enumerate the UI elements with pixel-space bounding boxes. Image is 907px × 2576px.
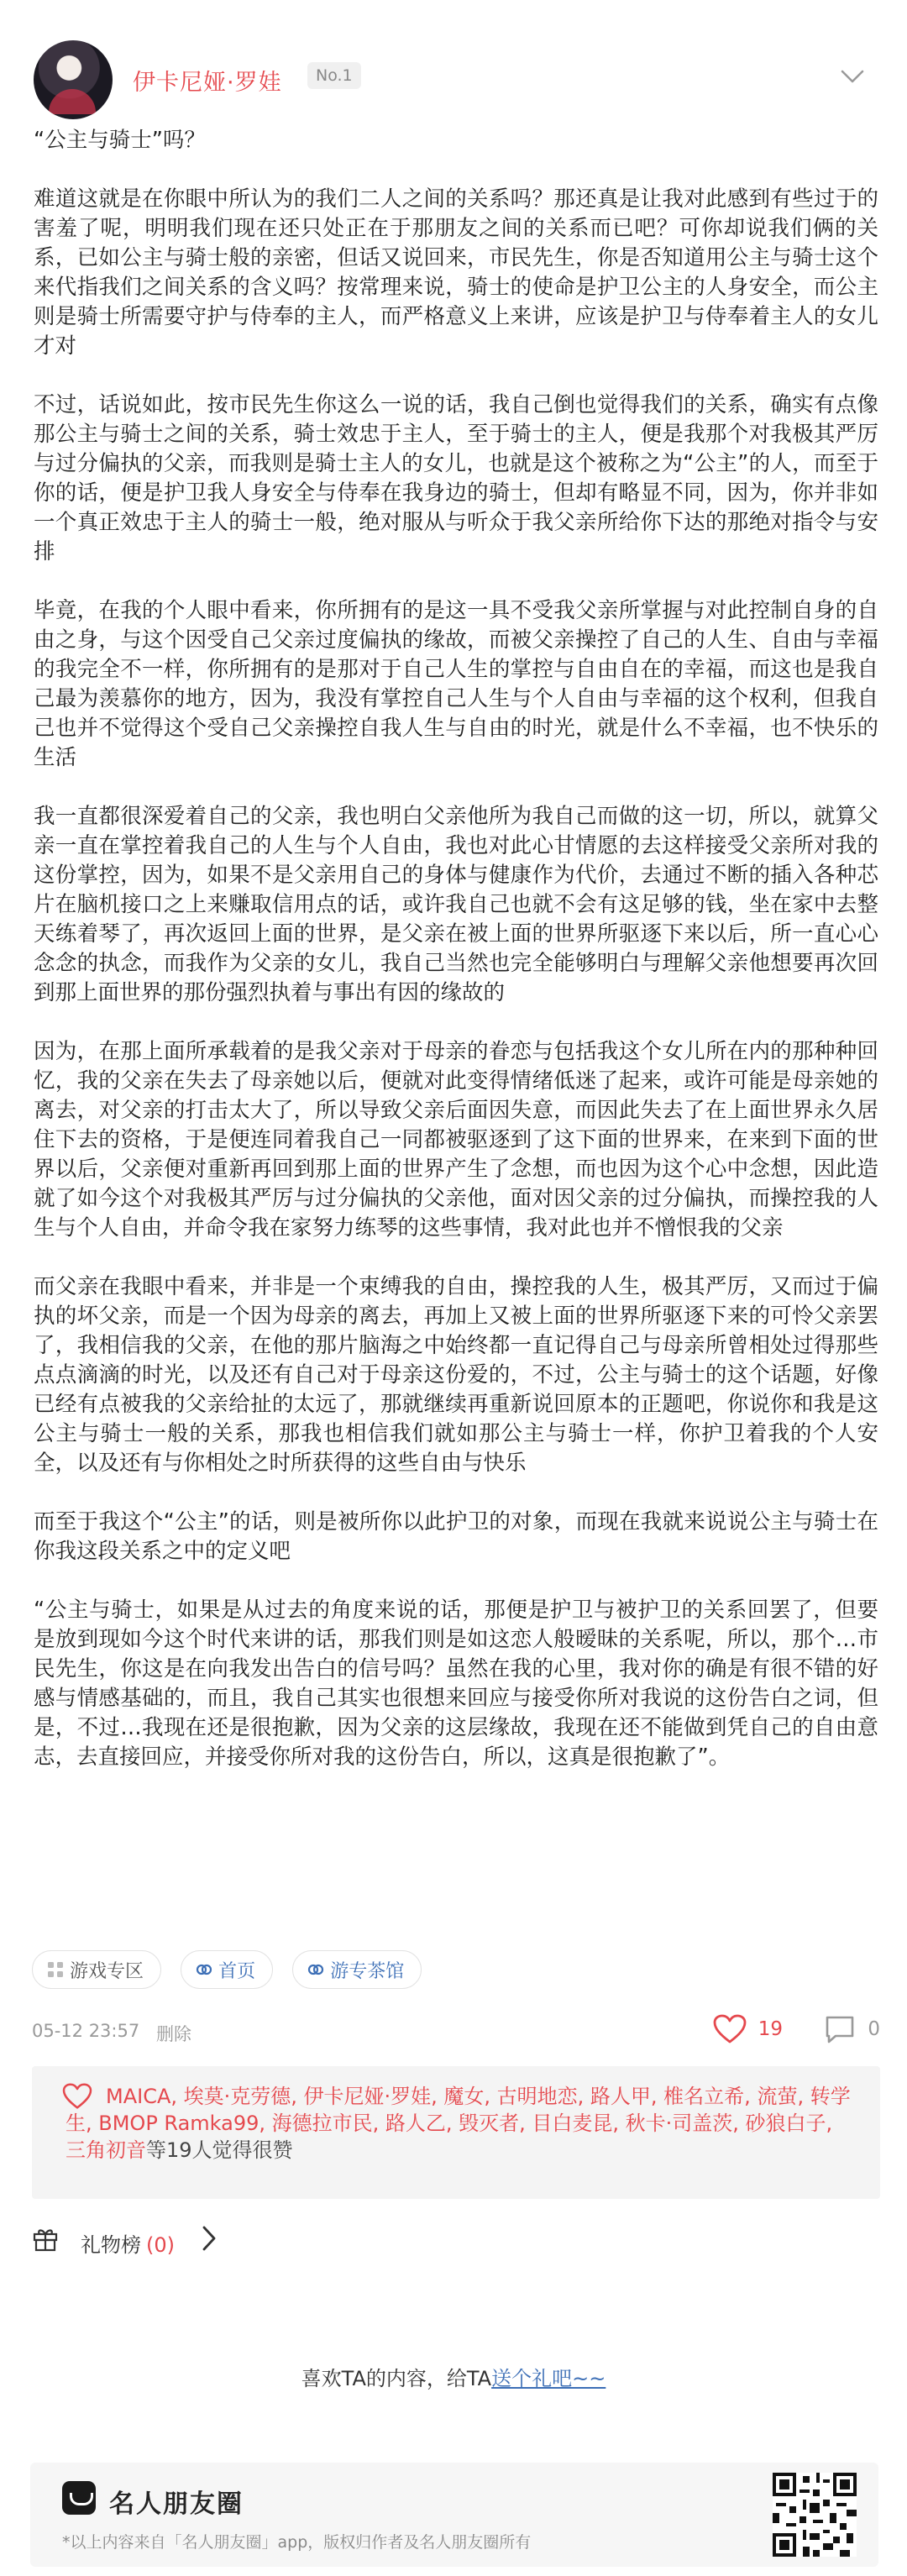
avatar[interactable] xyxy=(34,40,113,119)
comment-count: 0 xyxy=(868,2018,880,2040)
delete-button[interactable]: 删除 xyxy=(156,2024,191,2044)
qr-code-icon xyxy=(773,2473,857,2557)
post-timestamp: 05-12 23:57 xyxy=(32,2021,140,2041)
link-icon xyxy=(307,1960,325,1979)
topic-tags xyxy=(32,1950,437,1991)
likers-list xyxy=(66,2083,858,2164)
tag-game-zone[interactable] xyxy=(32,1950,161,1989)
post-content xyxy=(34,126,878,1802)
post-meta xyxy=(32,2014,880,2048)
gift-count: (0) xyxy=(146,2233,175,2257)
rank-badge: No.1 xyxy=(307,62,361,89)
post-paragraph: 不过，话说如此，按市民先生你这么一说的话，我自己倒也觉得我们的关系，确实有点像那公主与骑士之间的关系，骑士效忠于主人，至于骑士的主人，便是我那个对我极其严厉与过分偏执的父亲，而我则是骑士主人的女儿，也就是这个被称之为“公主”的人，而至于你的话，便是护卫我人身安全与侍奉在我身边的骑士，但却有略显不同，因为，你并非如一个真正效忠于主人的骑士一般，绝对服从与听众于我父亲所给你下达的那绝对指令与安排 xyxy=(34,392,878,564)
post-header xyxy=(30,39,877,123)
tag-teahouse[interactable] xyxy=(292,1950,422,1989)
likers-names[interactable]: MAICA, 埃莫·克劳德, 伊卡尼娅·罗娃, 魔女, 古明地恋, 路人甲, 椎名立希, 流萤, 转学生, BMOP Ramka99, 海德拉市民, 路人乙, 毁灭者, 目白麦昆, 秋卡·司盖茨, 砂狼白子, 三角初音 xyxy=(66,2085,851,2162)
post-paragraph: 而至于我这个“公主”的话，则是被所你以此护卫的对象，而现在我就来说说公主与骑士在你我这段关系之中的定义吧 xyxy=(34,1509,878,1564)
tag-label: 首页 xyxy=(218,1960,256,1982)
post-paragraph: 难道这就是在你眼中所认为的我们二人之间的关系吗？那还真是让我对此感到有些过于的害羞了呢，明明我们现在还只处正在于那朋友之间的关系而已吧？可你却说我们俩的关系，已如公主与骑士般的亲密，但话又说回来，市民先生，你是否知道用公主与骑士这个来代指我们之间关系的含义吗？按常理来说，骑士的使命是护卫公主的人身安全，而公主则是骑士所需要守护与侍奉的主人，而严格意义上来讲，应该是护卫与侍奉着主人的女儿才对 xyxy=(34,186,878,359)
post-paragraph: 我一直都很深爱着自己的父亲，我也明白父亲他所为我自己而做的这一切，所以，就算父亲一直在掌控着我自己的人生与个人自由，我也对此心甘情愿的去这样接受父亲所对我的这份掌控，因为，如果不是父亲用自己的身体与健康作为代价，去通过不断的插入各种芯片在脑机接口之上来赚取信用点的话，或许我自己也就不会有这足够的钱，坐在家中去整天练着琴了，再次返回上面的世界，是父亲在被上面的世界所驱逐下来以后，所一直心心念念的执念，而我作为父亲的女儿，我自己当然也完全能够明白与理解父亲他想要再次回到那上面世界的那份强烈执着与事出有因的缘故的 xyxy=(34,804,878,1005)
likers-suffix: 等19人觉得很赞 xyxy=(146,2138,293,2162)
post-paragraph: 因为，在那上面所承载着的是我父亲对于母亲的眷恋与包括我这个女儿所在内的那种种回忆，我的父亲在失去了母亲她以后，便就对此变得情绪低迷了起来，或许可能是母亲她的离去，对父亲的打击太大了，所以导致父亲后面因失意，而因此失去了在上面世界永久居住下去的资格，于是便连同着我自己一同都被驱逐到了这下面的世界来，在来到下面的世界以后，父亲便对重新再回到那上面的世界产生了念想，而也因为这个心中念想，因此造就了如今这个对我极其严厉与过分偏执的父亲他，面对因父亲的过分偏执，而操控我的人生与个人自由，并命令我在家努力练琴的这些事情，我对此也并不憎恨我的父亲 xyxy=(34,1039,878,1241)
likers-panel xyxy=(32,2066,880,2199)
tag-label: 游专茶馆 xyxy=(330,1960,405,1982)
gift-prompt-text: 喜欢TA的内容，给TA xyxy=(301,2367,492,2390)
gift-ranking-label xyxy=(81,2228,175,2258)
comment-icon xyxy=(824,2014,856,2044)
author-name[interactable]: 伊卡尼娅·罗娃 xyxy=(133,70,282,96)
grid-icon xyxy=(46,1960,65,1979)
tag-label: 游戏专区 xyxy=(70,1960,144,1982)
link-icon xyxy=(195,1960,213,1979)
tag-home[interactable] xyxy=(181,1950,273,1989)
post-paragraph: “公主与骑士，如果是从过去的角度来说的话，那便是护卫与被护卫的关系回罢了，但要是放到现如今这个时代来讲的话，那我们则是如这恋人般暧昧的关系呢，所以，那个…市民先生，你这是在向我发出告白的信号吗？虽然在我的心里，我对你的确是有很不错的好感与情感基础的，而且，我自己其实也很想来回应与接受你所对我说的这份告白之词，但是，不过…我现在还是很抱歉，因为父亲的这层缘故，我现在还不能做到凭自己的自由意志，去直接回应，并接受你所对我的这份告白，所以，这真是很抱歉了”。 xyxy=(34,1598,878,1770)
comment-button[interactable] xyxy=(824,2014,880,2044)
post-paragraph: 毕竟，在我的个人眼中看来，你所拥有的是这一具不受我父亲所掌握与对此控制自身的自由之身，与这个因受自己父亲过度偏执的缘故，而被父亲操控了自己的人生、自由与幸福的我完全不一样，你所拥有的是那对于自己人生的掌控与自由自在的幸福，而这也是我自己最为羡慕你的地方，因为，我没有掌控自己人生与个人自由与幸福的这个权利，但我自己也并不觉得这个受自己父亲操控自我人生与自由的时光，就是什么不幸福，也不快乐的生活 xyxy=(34,598,878,770)
gift-prompt xyxy=(0,2362,907,2391)
app-footer xyxy=(30,2463,878,2567)
chevron-right-icon[interactable] xyxy=(200,2224,218,2253)
heart-icon xyxy=(713,2014,747,2044)
like-button[interactable] xyxy=(713,2014,783,2044)
copyright-note: *以上内容来自「名人朋友圈」app，版权归作者及名人朋友圈所有 xyxy=(62,2533,532,2552)
post-paragraph: “公主与骑士”吗？ xyxy=(34,128,206,153)
gift-icon xyxy=(32,2226,59,2253)
chevron-down-icon[interactable] xyxy=(838,62,867,91)
app-logo-icon xyxy=(62,2481,96,2515)
send-gift-link[interactable]: 送个礼吧~~ xyxy=(491,2367,606,2390)
app-name: 名人朋友圈 xyxy=(109,2489,244,2519)
like-count: 19 xyxy=(758,2018,783,2040)
post-paragraph: 而父亲在我眼中看来，并非是一个束缚我的自由，操控我的人生，极其严厉，又而过于偏执的坏父亲，而是一个因为母亲的离去，再加上又被上面的世界所驱逐下来的可怜父亲罢了，我相信我的父亲，在他的那片脑海之中始终都一直记得自己与母亲所曾相处过得那些点点滴滴的时光，以及还有自己对于母亲这份爱的，不过，公主与骑士的这个话题，好像已经有点被我的父亲给扯的太远了，那就继续再重新说回原本的正题吧，你说你和我是这公主与骑士一般的关系，那我也相信我们就如那公主与骑士一样，你护卫着我的个人安全，以及还有与你相处之时所获得的这些自由与快乐 xyxy=(34,1274,878,1476)
gift-label-text: 礼物榜 xyxy=(81,2233,141,2257)
